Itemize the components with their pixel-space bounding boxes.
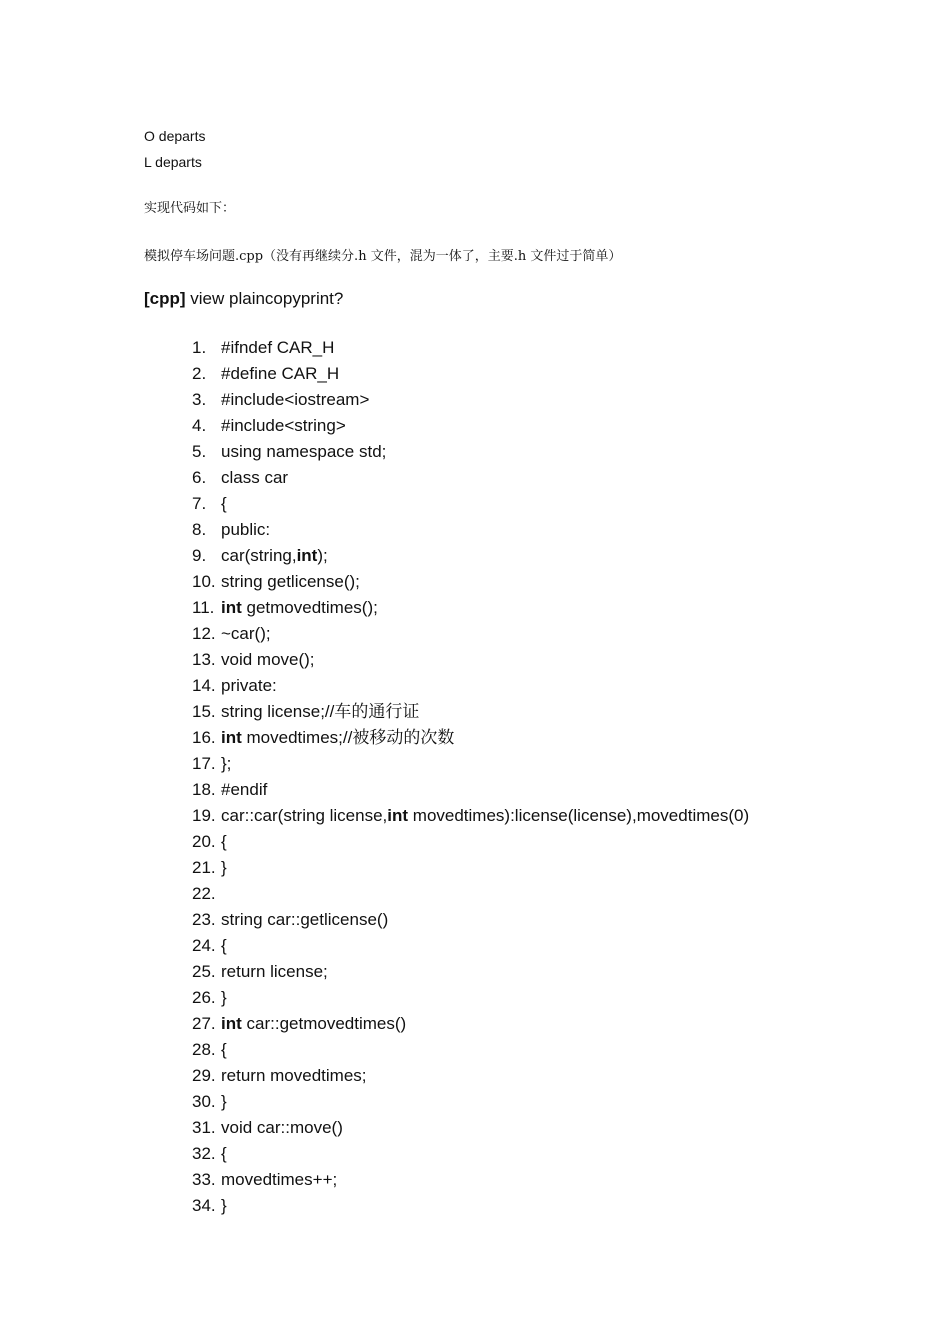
code-line (192, 466, 749, 492)
code-line-number: 34. (192, 1196, 216, 1215)
code-keyword: int (221, 598, 242, 617)
code-line-text (221, 622, 271, 648)
code-token: { (221, 1040, 227, 1059)
code-line-text (221, 1090, 227, 1116)
code-line (192, 934, 749, 960)
code-token: string getlicense(); (221, 572, 360, 591)
code-line-text (221, 674, 277, 700)
code-line-number: 22. (192, 884, 216, 903)
code-line-number: 27. (192, 1014, 216, 1033)
code-line-text (221, 1064, 367, 1090)
code-line-text (221, 440, 386, 466)
code-line-text (221, 570, 360, 596)
code-line (192, 1090, 749, 1116)
implementation-heading: 实现代码如下： (144, 201, 236, 216)
code-language-label: [cpp] (144, 289, 186, 308)
code-line-text (221, 986, 227, 1012)
code-token: } (221, 1092, 227, 1111)
code-listing (192, 336, 749, 1220)
code-line (192, 908, 749, 934)
code-line (192, 700, 749, 726)
code-line-number: 26. (192, 988, 216, 1007)
code-line-number: 18. (192, 780, 216, 799)
code-line (192, 544, 749, 570)
code-token: movedtimes;//被移动的次数 (241, 728, 455, 747)
code-line-number: 31. (192, 1118, 216, 1137)
code-line-text (221, 492, 227, 518)
code-keyword: int (221, 728, 242, 747)
code-token: } (221, 1196, 227, 1215)
intro-line-o-departs: O departs (144, 128, 206, 144)
code-token: private: (221, 676, 277, 695)
code-token: string license;//车的通行证 (221, 702, 420, 721)
file-description: 模拟停车场问题.cpp（没有再继续分.h 文件，混为一体了，主要.h 文件过于简单） (144, 249, 622, 264)
code-token: void car::move() (221, 1118, 343, 1137)
code-line-number: 29. (192, 1066, 216, 1085)
code-line-number: 6. (192, 468, 207, 487)
code-line-text (221, 1142, 227, 1168)
code-line-number: 19. (192, 806, 216, 825)
code-token: { (221, 1144, 227, 1163)
code-token: ~car(); (221, 624, 271, 643)
code-line-number: 21. (192, 858, 216, 877)
code-token: } (221, 858, 227, 877)
code-line-number: 17. (192, 754, 216, 773)
code-line-text (221, 804, 749, 830)
intro-line-l-departs: L departs (144, 154, 202, 170)
code-keyword: int (387, 806, 409, 825)
code-line-text (221, 752, 231, 778)
code-line-number: 33. (192, 1170, 216, 1189)
code-token: void move(); (221, 650, 315, 669)
code-token: #define CAR_H (221, 364, 340, 383)
code-line-text (221, 414, 346, 440)
code-line (192, 674, 749, 700)
code-line-number: 32. (192, 1144, 216, 1163)
code-line-number: 20. (192, 832, 216, 851)
code-line (192, 1012, 749, 1038)
code-keyword: int (296, 546, 318, 565)
code-line-text (221, 726, 454, 752)
code-token: #include<iostream> (221, 390, 370, 409)
code-line-text (221, 1012, 406, 1038)
code-line (192, 804, 749, 830)
code-line-number: 4. (192, 416, 207, 435)
code-keyword: int (221, 1014, 242, 1033)
code-line-text (221, 700, 419, 726)
code-line (192, 1038, 749, 1064)
code-line-number: 2. (192, 364, 207, 383)
code-line-text (221, 1116, 343, 1142)
code-token: car(string, (221, 546, 297, 565)
code-block-header (144, 288, 343, 310)
code-line-number: 24. (192, 936, 216, 955)
code-line (192, 726, 749, 752)
code-token: car::car(string license, (221, 806, 388, 825)
code-line-number: 13. (192, 650, 216, 669)
code-line (192, 336, 749, 362)
code-line (192, 596, 749, 622)
code-line (192, 1116, 749, 1142)
code-token: }; (221, 754, 232, 773)
code-line-text (221, 960, 328, 986)
code-line (192, 960, 749, 986)
code-line (192, 518, 749, 544)
code-line-text (221, 518, 270, 544)
code-line (192, 414, 749, 440)
code-token: movedtimes):license(license),movedtimes(0) (408, 806, 750, 825)
code-line-number: 11. (192, 598, 215, 617)
code-line (192, 882, 749, 908)
code-line-text (221, 830, 227, 856)
code-token: #include<string> (221, 416, 346, 435)
code-line-text (221, 1038, 227, 1064)
code-line (192, 1064, 749, 1090)
code-token: } (221, 988, 227, 1007)
code-line-text (221, 1194, 227, 1220)
code-line-number: 12. (192, 624, 216, 643)
code-line-text (221, 596, 378, 622)
code-token: string car::getlicense() (221, 910, 389, 929)
code-token: using namespace std; (221, 442, 387, 461)
code-line (192, 570, 749, 596)
code-token: return license; (221, 962, 328, 981)
code-token: getmovedtimes(); (241, 598, 378, 617)
code-line (192, 778, 749, 804)
code-line-text (221, 336, 334, 362)
code-line-text (221, 544, 328, 570)
code-line (192, 986, 749, 1012)
code-line-text (221, 778, 267, 804)
code-toolbar-links[interactable]: view plaincopyprint? (185, 289, 344, 308)
code-line-number: 23. (192, 910, 216, 929)
code-line-number: 8. (192, 520, 207, 539)
code-token: { (221, 832, 227, 851)
code-line-text (221, 466, 288, 492)
code-line (192, 856, 749, 882)
code-token: car::getmovedtimes() (241, 1014, 407, 1033)
code-line (192, 1142, 749, 1168)
code-line (192, 648, 749, 674)
code-line (192, 362, 749, 388)
code-token: { (221, 936, 227, 955)
code-line-text (221, 856, 227, 882)
code-line-number: 14. (192, 676, 216, 695)
code-token: { (221, 494, 227, 513)
code-line (192, 622, 749, 648)
code-line-number: 5. (192, 442, 207, 461)
code-line-text (221, 648, 315, 674)
code-token: #endif (221, 780, 268, 799)
code-line-number: 7. (192, 494, 207, 513)
code-line-number: 25. (192, 962, 216, 981)
code-line (192, 752, 749, 778)
code-line-text (221, 362, 339, 388)
code-line-number: 30. (192, 1092, 216, 1111)
code-line-text (221, 1168, 337, 1194)
code-token: class car (221, 468, 289, 487)
code-token: movedtimes++; (221, 1170, 338, 1189)
code-line-text (221, 908, 388, 934)
code-token: public: (221, 520, 271, 539)
code-line-number: 1. (192, 338, 207, 357)
code-line-number: 15. (192, 702, 216, 721)
code-token: return movedtimes; (221, 1066, 367, 1085)
code-line-number: 10. (192, 572, 216, 591)
code-line (192, 1168, 749, 1194)
code-line-text (221, 388, 369, 414)
code-token: #ifndef CAR_H (221, 338, 335, 357)
code-line (192, 388, 749, 414)
code-line-text (221, 934, 227, 960)
code-line-number: 28. (192, 1040, 216, 1059)
code-line (192, 1194, 749, 1220)
code-line (192, 492, 749, 518)
code-line (192, 440, 749, 466)
code-token: ); (317, 546, 328, 565)
code-line-number: 3. (192, 390, 207, 409)
code-line-number: 9. (192, 546, 207, 565)
code-line (192, 830, 749, 856)
code-line-number: 16. (192, 728, 216, 747)
